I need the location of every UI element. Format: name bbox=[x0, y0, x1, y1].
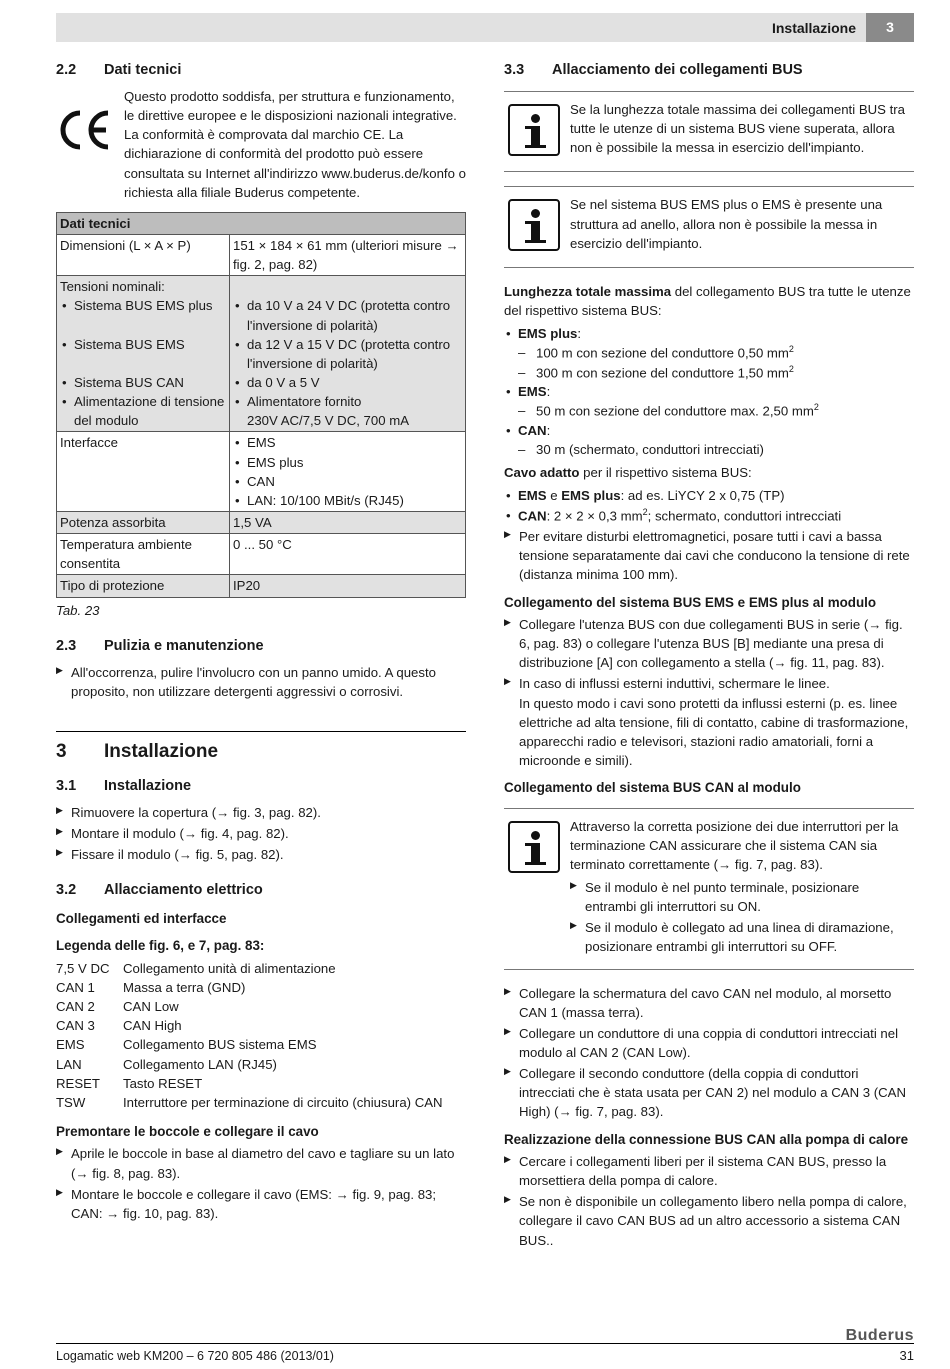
list-item: • EMS plus: bbox=[504, 324, 914, 343]
table-row: Potenza assorbita 1,5 VA bbox=[57, 511, 466, 533]
step-item: ▶ Se il modulo è collegato ad una linea di diramazione, posizionare entrambi gli interruttori su OFF. bbox=[570, 918, 914, 956]
legend-item: CAN 2 CAN Low bbox=[56, 999, 179, 1015]
subheading: Premontare le boccole e collegare il cavo bbox=[56, 1123, 319, 1139]
step-item: ▶ Collegare la schermatura del cavo CAN nel modulo, al morsetto CAN 1 (massa terra). bbox=[504, 984, 914, 1022]
step-item: ▶ Per evitare disturbi elettromagnetici, posare tutti i cavi a bassa tensione separatamente dai cavi che conducono la tensione di rete (distanza minima 100 mm). bbox=[504, 527, 914, 584]
chapter-3-heading: 3 Installazione bbox=[56, 731, 466, 766]
legend-item: LAN Collegamento LAN (RJ45) bbox=[56, 1056, 277, 1072]
list-item: – 300 m con sezione del conduttore 1,50 $mm^2$ bbox=[504, 363, 914, 383]
legend-item: RESET Tasto RESET bbox=[56, 1075, 203, 1091]
step-item: ▶ Se non è disponibile un collegamento libero nella pompa di calore, collegare il cavo CAN BUS ad un altro accessorio a sistema CAN BUS.. bbox=[504, 1192, 914, 1249]
cable-intro: Cavo adatto per il rispettivo sistema BUS: bbox=[504, 465, 752, 481]
chapter-number: 3 bbox=[866, 13, 914, 42]
list-item: • EMS: bbox=[504, 382, 914, 401]
step-item: ▶ Collegare l'utenza BUS con due collegamenti BUS in serie (→ fig. 6, pag. 83) o collegare l'utenza BUS [B] mediante una presa di distribuzione [A] con collegamento a stella (→ fig. 11, pag. 83). bbox=[504, 615, 914, 672]
section-2-2-heading: 2.2 Dati tecnici bbox=[56, 62, 182, 78]
ce-text: Questo prodotto soddisfa, per struttura e funzionamento, le direttive europee e le disposizioni nazionali integrative. La conformità è comprovata dal marchio CE. La dichiarazione di conformità del prodotto può essere consultata su Internet all'indirizzo www.buderus.de/konfo o richiesta alla filiale Buderus competente. bbox=[124, 89, 466, 200]
step-item: ▶ Montare il modulo (→ fig. 4, pag. 82). bbox=[56, 824, 466, 843]
section-3-1-heading: 3.1 Installazione bbox=[56, 777, 192, 794]
step-item: ▶ Aprile le boccole in base al diametro del cavo e tagliare su un lato (→ fig. 8, pag. 83). bbox=[56, 1144, 466, 1182]
step-item: ▶ All'occorrenza, pulire l'involucro con un panno umido. A questo proposito, non utilizzare detergenti aggressivi o corrosivi. bbox=[56, 663, 466, 701]
ce-block bbox=[56, 87, 466, 202]
section-3-3-heading: 3.3 Allacciamento dei collegamenti BUS bbox=[504, 62, 803, 78]
list-item: • EMS e EMS plus: ad es. LiYCY 2 x 0,75 (TP) bbox=[504, 486, 914, 505]
table-caption: Tab. 23 bbox=[56, 602, 100, 618]
subheading: Legenda delle fig. 6, e 7, pag. 83: bbox=[56, 938, 265, 954]
length-intro: Lunghezza totale massima del collegamento BUS tra tutte le utenze del rispettivo sistema BUS: bbox=[504, 283, 911, 318]
info-icon bbox=[508, 104, 560, 156]
info-box: Attraverso la corretta posizione dei due interruttori per la terminazione CAN assicurare che il sistema CAN sia terminato correttamente (→ fig. 7, pag. 83). ▶ Se il modulo è nel punto terminale, posizionare entrambi gli interruttori su ON. ▶ Se il modulo è collegato ad una linea di diramazione, posizionare entrambi gli interruttori su OFF. bbox=[504, 808, 914, 970]
footer-doc-id: Logamatic web KM200 – 6 720 805 486 (2013/01) bbox=[56, 1349, 334, 1363]
page-number: 31 bbox=[899, 1348, 914, 1363]
legend-list bbox=[56, 959, 466, 1112]
step-item: ▶ Montare le boccole e collegare il cavo (EMS: → fig. 9, pag. 83; CAN: → fig. 10, pag. 83). bbox=[56, 1185, 466, 1223]
table-row: Tipo di protezione IP20 bbox=[57, 575, 466, 597]
subheading: Collegamenti ed interfacce bbox=[56, 910, 227, 926]
subheading: Realizzazione della connessione BUS CAN alla pompa di calore bbox=[504, 1131, 909, 1147]
left-column bbox=[56, 60, 466, 1225]
info-icon bbox=[508, 821, 560, 873]
legend-item: CAN 3 CAN High bbox=[56, 1018, 182, 1034]
step-item: ▶ Fissare il modulo (→ fig. 5, pag. 82). bbox=[56, 845, 466, 864]
step-item: ▶ Collegare un conduttore di una coppia di conduttori intrecciati nel modulo al CAN 2 (CAN Low). bbox=[504, 1024, 914, 1062]
list-item: • CAN: bbox=[504, 421, 914, 440]
right-column bbox=[504, 60, 914, 1252]
table-header: Dati tecnici bbox=[57, 212, 466, 234]
info-box: Se nel sistema BUS EMS plus o EMS è presente una struttura ad anello, allora non è possibile la messa in esercizio dell'impianto. bbox=[504, 186, 914, 267]
info-icon bbox=[508, 199, 560, 251]
info-box: Se la lunghezza totale massima dei collegamenti BUS tra tutte le utenze di un sistema BUS viene superata, allora non è possibile la messa in esercizio dell'impianto. bbox=[504, 91, 914, 172]
ce-mark-icon bbox=[58, 107, 112, 153]
tech-data-table bbox=[56, 212, 466, 598]
list-item: – 30 m (schermato, conduttori intrecciati) bbox=[504, 440, 914, 459]
subheading: Collegamento del sistema BUS CAN al modulo bbox=[504, 780, 801, 796]
footer-divider bbox=[56, 1343, 914, 1344]
table-row: Tensioni nominali: • Sistema BUS EMS plus • Sistema BUS EMS • Sistema BUS CAN • Alimentazione di tensione del modulo • da 10 V a 24 V DC (protetta contro l'inversione di polarità) • da 12 V a 15 V DC (protetta contro l'inversione di polarità) • da 0 V a 5 V • Alimentatore fornito 230V AC/7,5 V DC, 700 mA bbox=[57, 276, 466, 432]
step-item: ▶ Cercare i collegamenti liberi per il sistema CAN BUS, presso la morsettiera della pompa di calore. bbox=[504, 1152, 914, 1190]
legend-item: CAN 1 Massa a terra (GND) bbox=[56, 979, 246, 995]
legend-item: EMS Collegamento BUS sistema EMS bbox=[56, 1037, 317, 1053]
table-row: Dimensioni (L × A × P) 151 × 184 × 61 mm (ulteriori misure → fig. 2, pag. 82) bbox=[57, 235, 466, 276]
section-2-3-heading: 2.3 Pulizia e manutenzione bbox=[56, 637, 264, 654]
step-item: ▶ In caso di influssi esterni induttivi, schermare le linee. bbox=[504, 674, 914, 693]
ems-note: In questo modo i cavi sono protetti da influssi esterni (p. es. linee elettriche ad alta tensione, fili di contatto, cabine di trasformazione, apparecchi radio e televisori, stazioni radio amatoriali, forni a microonde e simili). bbox=[519, 695, 909, 768]
header-title: Installazione bbox=[771, 20, 856, 36]
legend-item: 7,5 V DC Collegamento unità di alimentazione bbox=[56, 960, 336, 976]
page-header bbox=[56, 13, 914, 42]
step-item: ▶ Rimuovere la copertura (→ fig. 3, pag. 82). bbox=[56, 803, 466, 822]
table-row: Interfacce • EMS • EMS plus • CAN • LAN: 10/100 MBit/s (RJ45) bbox=[57, 432, 466, 512]
legend-item: TSW Interruttore per terminazione di circuito (chiusura) CAN bbox=[56, 1094, 443, 1110]
step-item: ▶ Collegare il secondo conduttore (della coppia di conduttori intrecciati che è stata usata per CAN 2) nel modulo a CAN 3 (CAN High) (→ fig. 7, pag. 83). bbox=[504, 1064, 914, 1121]
table-row: Temperatura ambiente consentita 0 ... 50 °C bbox=[57, 534, 466, 575]
list-item: – 100 m con sezione del conduttore 0,50 $mm^2$ bbox=[504, 343, 914, 363]
list-item: – 50 m con sezione del conduttore max. 2,50 $mm^2$ bbox=[504, 401, 914, 421]
subheading: Collegamento del sistema BUS EMS e EMS plus al modulo bbox=[504, 594, 877, 610]
list-item: • CAN: 2 × 2 × 0,3 $mm^2$; schermato, conduttori intrecciati bbox=[504, 506, 914, 526]
buderus-logo: Buderus bbox=[845, 1327, 914, 1344]
section-3-2-heading: 3.2 Allacciamento elettrico bbox=[56, 881, 263, 898]
step-item: ▶ Se il modulo è nel punto terminale, posizionare entrambi gli interruttori su ON. bbox=[570, 878, 914, 916]
